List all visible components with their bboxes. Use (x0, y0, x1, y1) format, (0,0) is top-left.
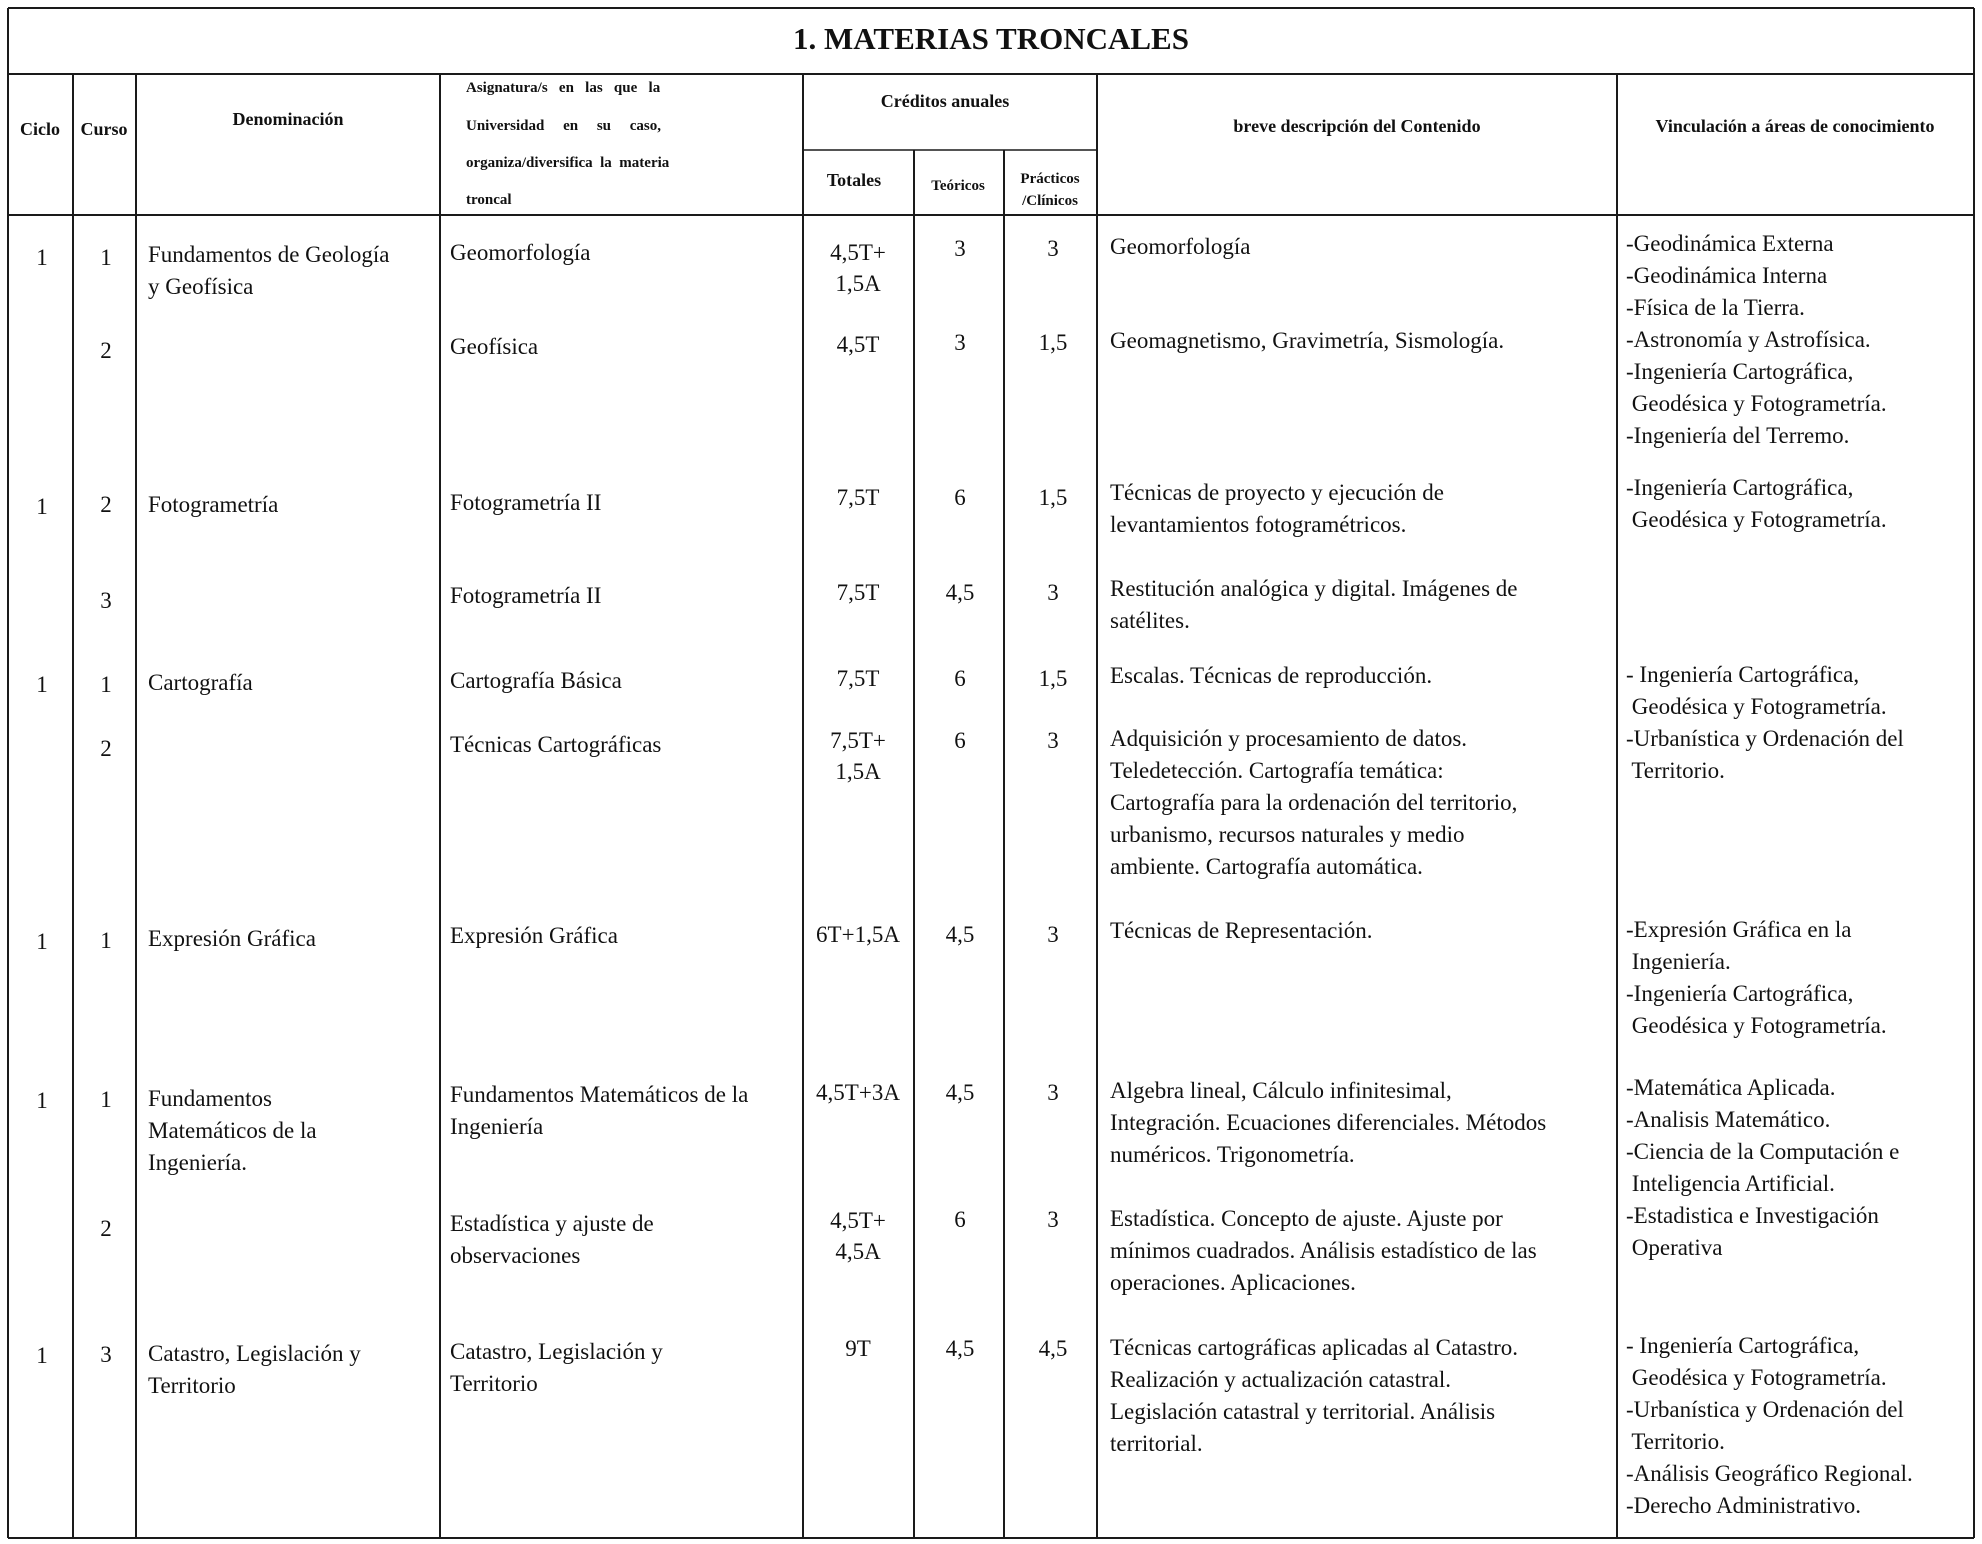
cell-line: 6 (954, 485, 966, 510)
cell-line: 7,5T (836, 485, 880, 510)
cell-line: 3 (954, 330, 966, 355)
cell-line: Cartografía (148, 670, 253, 695)
cell-line: Teledetección. Cartografía temática: (1110, 758, 1444, 783)
cell-practicos (1047, 236, 1059, 261)
cell-vinculacion (1626, 917, 1887, 1038)
cell-curso (100, 928, 112, 953)
cell-line: levantamientos fotogramétricos. (1110, 512, 1407, 537)
cell-ciclo (36, 1088, 48, 1113)
cell-curso (100, 338, 112, 363)
cell-line: Territorio (450, 1371, 538, 1396)
cell-line: Legislación catastral y territorial. Análisis (1110, 1399, 1496, 1424)
cell-descripcion (1110, 234, 1251, 259)
cell-line: mínimos cuadrados. Análisis estadístico de las (1110, 1238, 1537, 1263)
cell-line: Fundamentos de Geología (148, 242, 390, 267)
cell-curso (100, 588, 112, 613)
cell-line: -Ciencia de la Computación e (1626, 1139, 1900, 1164)
cell-line: 1 (36, 494, 48, 519)
cell-line: 7,5T (836, 580, 880, 605)
header-vinculacion: Vinculación a áreas de conocimiento (1655, 116, 1935, 136)
cell-line: 1 (100, 672, 112, 697)
cell-line: 2 (100, 492, 112, 517)
cell-curso (100, 1216, 112, 1241)
cell-line: Restitución analógica y digital. Imágenes de (1110, 576, 1518, 601)
cell-descripcion (1110, 918, 1372, 943)
cell-line: Expresión Gráfica (450, 923, 618, 948)
cell-line: 1 (36, 1343, 48, 1368)
cell-teoricos (954, 236, 966, 261)
cell-line: 3 (1047, 236, 1059, 261)
cell-line: 1 (36, 672, 48, 697)
cell-denominacion (148, 492, 278, 517)
page-title: 1. MATERIAS TRONCALES (793, 21, 1189, 56)
cell-teoricos (946, 1080, 975, 1105)
header-practicos-line-2: /Clínicos (1022, 193, 1078, 209)
cell-line: 1,5 (1038, 485, 1068, 510)
cell-descripcion (1110, 1335, 1518, 1456)
cell-totales (837, 485, 880, 510)
cell-line: -Analisis Matemático. (1626, 1107, 1831, 1132)
header-asignatura-line-4: troncal (466, 192, 512, 208)
header-curso: Curso (80, 119, 128, 139)
cell-line: 3 (1047, 1207, 1059, 1232)
cell-line: Técnicas de proyecto y ejecución de (1110, 480, 1444, 505)
cell-line: Realización y actualización catastral. (1110, 1367, 1451, 1392)
cell-line: Cartografía para la ordenación del territorio, (1110, 790, 1518, 815)
cell-totales (816, 1080, 900, 1105)
header-asignatura-line-3: organiza/diversifica la materia (466, 155, 670, 171)
cell-line: Adquisición y procesamiento de datos. (1110, 726, 1468, 751)
cell-teoricos (946, 1336, 975, 1361)
cell-line: 6 (954, 728, 966, 753)
cell-line: 3 (100, 1342, 112, 1367)
cell-curso (100, 492, 112, 517)
cell-practicos (1039, 330, 1068, 355)
cell-line: 3 (1047, 922, 1059, 947)
cell-line: 1 (36, 929, 48, 954)
cell-line: 6 (954, 1207, 966, 1232)
cell-line: Fundamentos (148, 1086, 272, 1111)
cell-line: 9T (845, 1336, 871, 1361)
header-teoricos: Teóricos (931, 178, 985, 194)
cell-asignatura (450, 240, 591, 265)
cell-vinculacion (1626, 662, 1904, 783)
cell-descripcion (1110, 480, 1444, 537)
cell-asignatura (450, 732, 661, 757)
cell-line: -Ingeniería del Terremo. (1626, 423, 1850, 448)
cell-line: -Astronomía y Astrofísica. (1626, 327, 1871, 352)
cell-denominacion (148, 242, 389, 299)
cell-vinculacion (1626, 231, 1887, 448)
cell-ciclo (36, 672, 48, 697)
cell-line: Territorio. (1626, 1429, 1725, 1454)
cell-line: Técnicas cartográficas aplicadas al Catastro. (1110, 1335, 1519, 1360)
cell-line: Fotogrametría (148, 492, 279, 517)
cell-asignatura (450, 490, 601, 515)
cell-denominacion (148, 1341, 361, 1398)
cell-line: 1 (36, 245, 48, 270)
cell-line: -Expresión Gráfica en la (1626, 917, 1852, 942)
cell-line: 3 (954, 236, 966, 261)
table-header (20, 80, 1934, 209)
cell-practicos (1039, 666, 1068, 691)
cell-curso (100, 672, 112, 697)
cell-line: Inteligencia Artificial. (1626, 1171, 1835, 1196)
cell-asignatura (450, 1339, 663, 1396)
cell-line: Integración. Ecuaciones diferenciales. Métodos (1110, 1110, 1547, 1135)
cell-line: Ingeniería. (1626, 949, 1731, 974)
cell-descripcion (1110, 1206, 1537, 1295)
header-descripcion: breve descripción del Contenido (1233, 116, 1481, 136)
cell-asignatura (450, 1211, 654, 1268)
cell-line: 4,5 (945, 580, 975, 605)
cell-totales (837, 666, 880, 691)
cell-line: -Ingeniería Cartográfica, (1626, 475, 1854, 500)
cell-line: -Derecho Administrativo. (1626, 1493, 1862, 1518)
cell-line: Geodésica y Fotogrametría. (1626, 1013, 1887, 1038)
cell-descripcion (1110, 328, 1504, 353)
cell-totales (837, 332, 880, 357)
cell-line: -Ingeniería Cartográfica, (1626, 981, 1854, 1006)
cell-line: 6 (954, 666, 966, 691)
cell-line: -Análisis Geográfico Regional. (1626, 1461, 1913, 1486)
cell-totales (830, 728, 886, 784)
cell-line: -Geodinámica Interna (1626, 263, 1828, 288)
cell-curso (100, 245, 112, 270)
cell-asignatura (450, 923, 618, 948)
cell-asignatura (450, 583, 601, 608)
cell-line: Geodésica y Fotogrametría. (1626, 1365, 1887, 1390)
cell-line: 3 (100, 588, 112, 613)
cell-teoricos (954, 728, 966, 753)
cell-line: -Ingeniería Cartográfica, (1626, 359, 1854, 384)
cell-line: 1,5A (835, 271, 881, 296)
cell-line: Territorio (148, 1373, 236, 1398)
cell-line: observaciones (450, 1243, 581, 1268)
cell-line: 1 (100, 245, 112, 270)
cell-teoricos (954, 330, 966, 355)
cell-curso (100, 1342, 112, 1367)
cell-line: Estadística y ajuste de (450, 1211, 654, 1236)
cell-line: Geofísica (450, 334, 539, 359)
table-body (36, 231, 1913, 1518)
cell-line: Operativa (1626, 1235, 1723, 1260)
cell-line: Técnicas Cartográficas (450, 732, 662, 757)
cell-line: -Geodinámica Externa (1626, 231, 1834, 256)
cell-line: urbanismo, recursos naturales y medio (1110, 822, 1465, 847)
cell-line: 6T+1,5A (816, 922, 900, 947)
cell-line: Catastro, Legislación y (450, 1339, 663, 1364)
cell-line: numéricos. Trigonometría. (1110, 1142, 1355, 1167)
cell-line: Escalas. Técnicas de reproducción. (1110, 663, 1433, 688)
cell-denominacion (148, 670, 253, 695)
cell-line: -Urbanística y Ordenación del (1626, 1397, 1904, 1422)
cell-descripcion (1110, 663, 1432, 688)
cell-line: Ingeniería (450, 1114, 544, 1139)
header-totales: Totales (826, 170, 882, 190)
cell-line: 4,5 (945, 922, 975, 947)
cell-line: 1,5A (835, 759, 881, 784)
cell-totales (845, 1336, 871, 1361)
cell-line: 1,5 (1038, 666, 1068, 691)
cell-line: Geomagnetismo, Gravimetría, Sismología. (1110, 328, 1505, 353)
cell-line: ambiente. Cartografía automática. (1110, 854, 1423, 879)
cell-line: - Ingeniería Cartográfica, (1626, 662, 1860, 687)
cell-line: 3 (1047, 1080, 1059, 1105)
cell-line: 4,5T+3A (816, 1080, 900, 1105)
cell-totales (830, 1208, 886, 1264)
cell-line: Matemáticos de la (148, 1118, 317, 1143)
cell-line: 1 (100, 928, 112, 953)
cell-curso (100, 1087, 112, 1112)
cell-teoricos (954, 485, 966, 510)
cell-line: 4,5 (945, 1080, 975, 1105)
cell-line: 1 (36, 1088, 48, 1113)
cell-denominacion (148, 1086, 317, 1175)
cell-line: territorial. (1110, 1431, 1203, 1456)
cell-ciclo (36, 1343, 48, 1368)
cell-descripcion (1110, 576, 1518, 633)
cell-practicos (1047, 1207, 1059, 1232)
cell-descripcion (1110, 1078, 1546, 1167)
cell-line: 2 (100, 1216, 112, 1241)
cell-totales (830, 240, 886, 296)
cell-descripcion (1110, 726, 1517, 879)
cell-line: -Estadistica e Investigación (1626, 1203, 1879, 1228)
cell-line: Catastro, Legislación y (148, 1341, 361, 1366)
cell-practicos (1047, 1080, 1059, 1105)
cell-line: Fotogrametría II (450, 583, 602, 608)
header-asignatura-line-1: Asignatura/s en las que la (466, 80, 661, 96)
cell-line: Geodésica y Fotogrametría. (1626, 694, 1887, 719)
cell-line: Cartografía Básica (450, 668, 622, 693)
cell-line: Algebra lineal, Cálculo infinitesimal, (1110, 1078, 1452, 1103)
cell-asignatura (450, 668, 622, 693)
cell-line: Estadística. Concepto de ajuste. Ajuste por (1110, 1206, 1503, 1231)
cell-line: 4,5T (836, 332, 880, 357)
cell-line: 2 (100, 736, 112, 761)
cell-practicos (1047, 922, 1059, 947)
cell-line: 7,5T (836, 666, 880, 691)
cell-ciclo (36, 929, 48, 954)
cell-line: -Física de la Tierra. (1626, 295, 1805, 320)
header-creditos: Créditos anuales (880, 91, 1010, 111)
cell-practicos (1039, 485, 1068, 510)
cell-line: -Urbanística y Ordenación del (1626, 726, 1904, 751)
cell-teoricos (954, 1207, 966, 1232)
cell-teoricos (946, 580, 975, 605)
header-ciclo: Ciclo (20, 119, 60, 139)
cell-line: Fotogrametría II (450, 490, 602, 515)
cell-vinculacion (1626, 475, 1887, 532)
cell-line: Geomorfología (450, 240, 591, 265)
cell-line: 4,5 (945, 1336, 975, 1361)
cell-line: 3 (1047, 728, 1059, 753)
cell-practicos (1047, 728, 1059, 753)
cell-curso (100, 736, 112, 761)
cell-line: Geodésica y Fotogrametría. (1626, 391, 1887, 416)
cell-line: - Ingeniería Cartográfica, (1626, 1333, 1860, 1358)
header-denominacion: Denominación (232, 109, 344, 129)
cell-line: 7,5T+ (830, 728, 886, 753)
cell-teoricos (946, 922, 975, 947)
header-practicos-line-1: Prácticos (1020, 171, 1080, 187)
cell-line: 4,5A (835, 1239, 881, 1264)
cell-ciclo (36, 494, 48, 519)
cell-line: y Geofísica (148, 274, 254, 299)
cell-line: 1,5 (1038, 330, 1068, 355)
cell-line: 4,5T+ (830, 1208, 886, 1233)
cell-line: Fundamentos Matemáticos de la (450, 1082, 749, 1107)
cell-line: 1 (100, 1087, 112, 1112)
cell-practicos (1047, 580, 1059, 605)
cell-line: Técnicas de Representación. (1110, 918, 1373, 943)
cell-ciclo (36, 245, 48, 270)
header-asignatura-line-2: Universidad en su caso, (466, 118, 662, 134)
cell-totales (816, 922, 900, 947)
cell-line: 4,5 (1038, 1336, 1068, 1361)
cell-asignatura (450, 1082, 748, 1139)
cell-vinculacion (1626, 1075, 1899, 1260)
cell-teoricos (954, 666, 966, 691)
cell-line: Geomorfología (1110, 234, 1251, 259)
cell-practicos (1039, 1336, 1068, 1361)
cell-line: Ingeniería. (148, 1150, 247, 1175)
cell-vinculacion (1626, 1333, 1913, 1518)
cell-line: 2 (100, 338, 112, 363)
cell-line: 3 (1047, 580, 1059, 605)
cell-totales (837, 580, 880, 605)
cell-line: satélites. (1110, 608, 1190, 633)
cell-line: Geodésica y Fotogrametría. (1626, 507, 1887, 532)
cell-asignatura (450, 334, 538, 359)
cell-line: Expresión Gráfica (148, 926, 316, 951)
cell-line: 4,5T+ (830, 240, 886, 265)
cell-line: operaciones. Aplicaciones. (1110, 1270, 1356, 1295)
cell-line: Territorio. (1626, 758, 1725, 783)
cell-denominacion (148, 926, 316, 951)
cell-line: -Matemática Aplicada. (1626, 1075, 1836, 1100)
